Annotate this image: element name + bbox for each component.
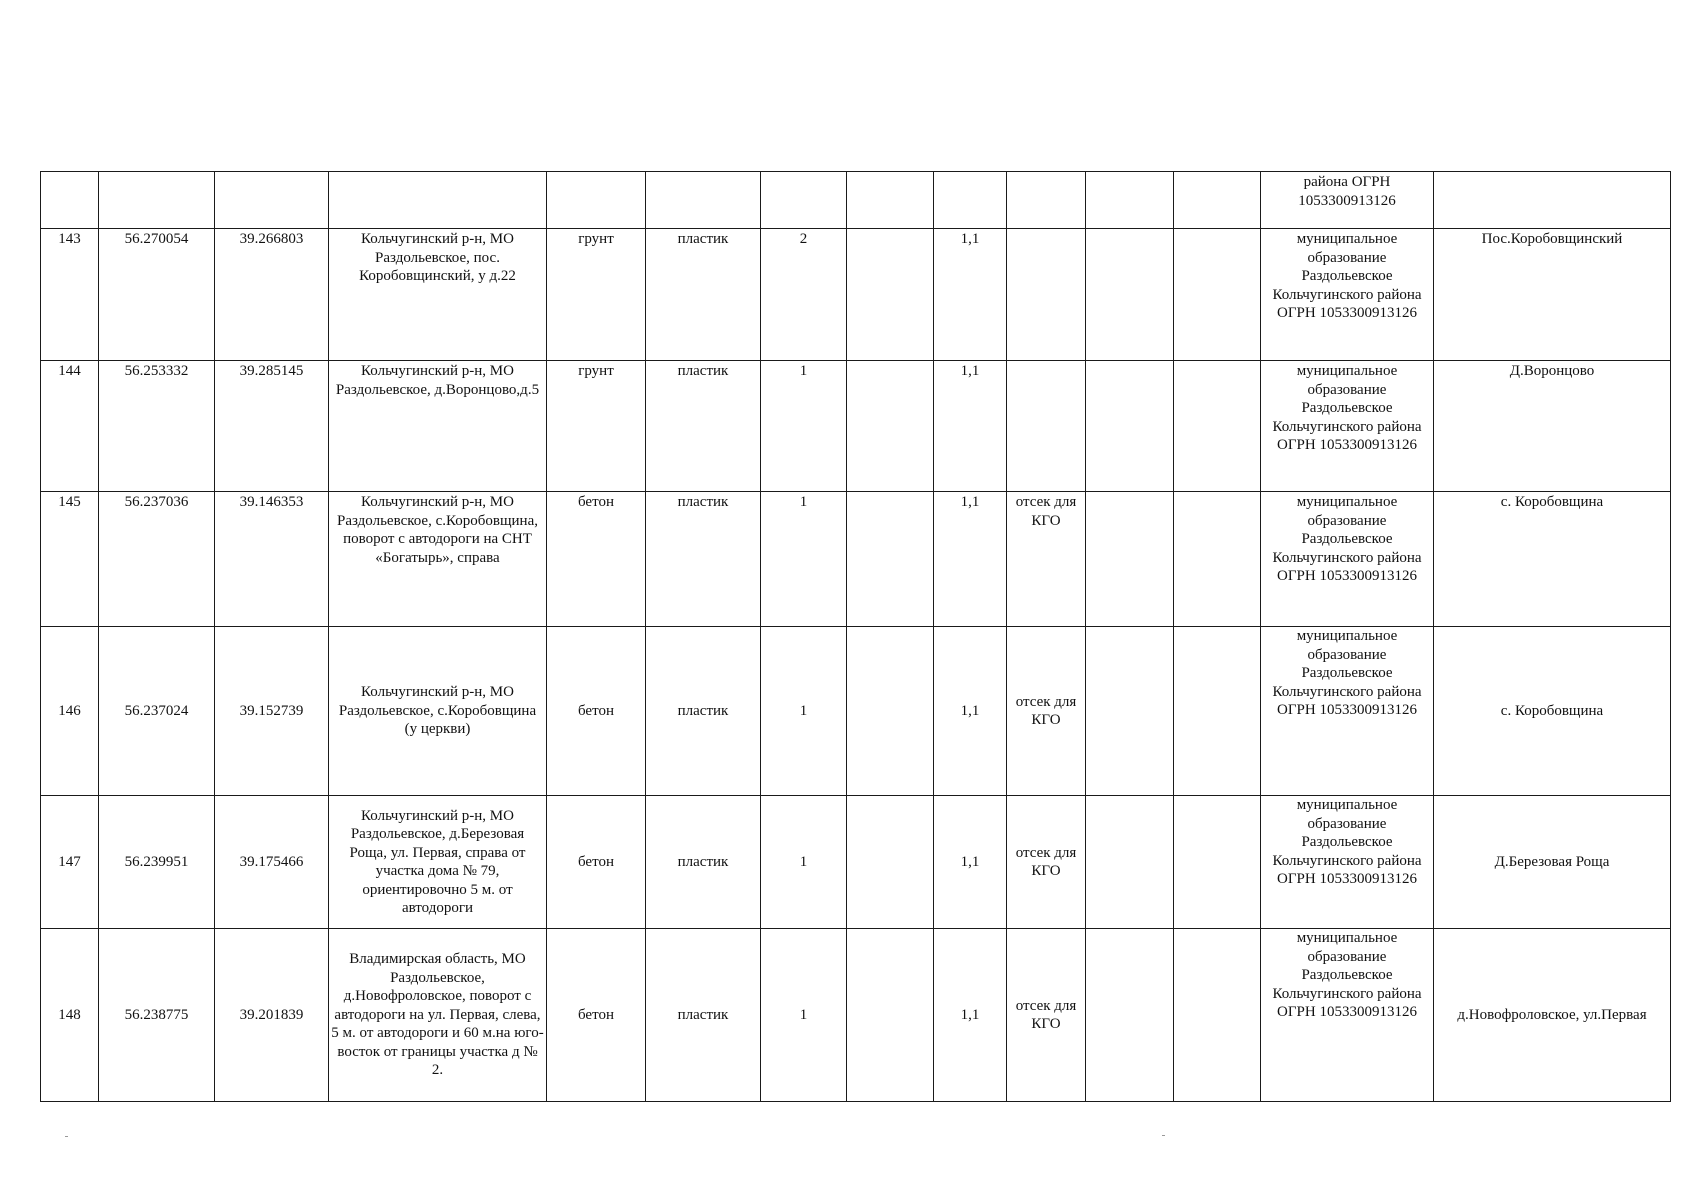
cell-latitude: 56.253332 <box>99 361 215 492</box>
cell-empty <box>1174 796 1261 929</box>
cell-address: Кольчугинский р-н, МО Раздольевское, с.Коробовщина, поворот с автодороги на СНТ «Богатырь», справа <box>329 492 547 627</box>
cell-owner: муниципальное образование Раздольевское Кольчугинского района ОГРН 1053300913126 <box>1261 492 1434 627</box>
table-row <box>41 492 1671 627</box>
cell-number: 145 <box>41 492 99 627</box>
cell-volume: 1,1 <box>934 929 1007 1102</box>
cell-latitude: 56.270054 <box>99 229 215 361</box>
cell-source: д.Новофроловское, ул.Первая <box>1434 929 1671 1102</box>
cell-latitude: 56.237024 <box>99 627 215 796</box>
cell-empty <box>847 796 934 929</box>
cell-owner: муниципальное образование Раздольевское Кольчугинского района ОГРН 1053300913126 <box>1261 229 1434 361</box>
cell-longitude: 39.175466 <box>215 796 329 929</box>
cell-container-material: пластик <box>646 627 761 796</box>
cell-address: Владимирская область, МО Раздольевское, д.Новофроловское, поворот с автодороги на ул. Первая, слева, 5 м. от автодороги и 60 м.на юго-восток от границы участка д № 2. <box>329 929 547 1102</box>
cell-longitude: 39.152739 <box>215 627 329 796</box>
cell-container-count: 1 <box>761 492 847 627</box>
cell-owner: муниципальное образование Раздольевское Кольчугинского района ОГРН 1053300913126 <box>1261 796 1434 929</box>
cell-volume: 1,1 <box>934 492 1007 627</box>
cell-surface: бетон <box>547 796 646 929</box>
table-row-continuation <box>41 172 1671 229</box>
cell-source: Пос.Коробовщинский <box>1434 229 1671 361</box>
waste-sites-table <box>40 171 1671 1102</box>
cell-empty <box>847 172 934 229</box>
cell-kgo <box>1007 229 1086 361</box>
cell-owner: муниципальное образование Раздольевское Кольчугинского района ОГРН 1053300913126 <box>1261 361 1434 492</box>
cell-source: с. Коробовщина <box>1434 627 1671 796</box>
cell-kgo: отсек для КГО <box>1007 929 1086 1102</box>
cell-number: 144 <box>41 361 99 492</box>
cell-empty <box>1174 929 1261 1102</box>
cell-latitude: 56.239951 <box>99 796 215 929</box>
cell-empty <box>1086 492 1174 627</box>
cell-kgo <box>1007 361 1086 492</box>
cell-empty <box>1086 627 1174 796</box>
table-row <box>41 929 1671 1102</box>
cell-address: Кольчугинский р-н, МО Раздольевское, д.Воронцово,д.5 <box>329 361 547 492</box>
cell-empty <box>1007 172 1086 229</box>
cell-volume: 1,1 <box>934 229 1007 361</box>
cell-container-material: пластик <box>646 229 761 361</box>
cell-empty <box>1086 929 1174 1102</box>
cell-volume: 1,1 <box>934 796 1007 929</box>
cell-surface: бетон <box>547 492 646 627</box>
table-row <box>41 796 1671 929</box>
cell-longitude: 39.201839 <box>215 929 329 1102</box>
cell-kgo: отсек для КГО <box>1007 796 1086 929</box>
cell-empty <box>1086 172 1174 229</box>
cell-empty <box>847 229 934 361</box>
cell-kgo: отсек для КГО <box>1007 627 1086 796</box>
table-row <box>41 627 1671 796</box>
cell-source: Д.Березовая Роща <box>1434 796 1671 929</box>
cell-empty <box>1174 361 1261 492</box>
cell-volume: 1,1 <box>934 361 1007 492</box>
cell-container-material: пластик <box>646 492 761 627</box>
cell-empty <box>646 172 761 229</box>
cell-longitude: 39.266803 <box>215 229 329 361</box>
scan-speck <box>65 1136 68 1137</box>
cell-longitude: 39.146353 <box>215 492 329 627</box>
cell-empty <box>1086 361 1174 492</box>
cell-empty <box>761 172 847 229</box>
cell-empty <box>847 627 934 796</box>
cell-volume: 1,1 <box>934 627 1007 796</box>
cell-container-material: пластик <box>646 929 761 1102</box>
cell-address: Кольчугинский р-н, МО Раздольевское, с.Коробовщина (у церкви) <box>329 627 547 796</box>
scan-speck <box>1162 1135 1165 1136</box>
cell-surface: грунт <box>547 361 646 492</box>
cell-owner: муниципальное образование Раздольевское Кольчугинского района ОГРН 1053300913126 <box>1261 627 1434 796</box>
table-row <box>41 361 1671 492</box>
cell-container-count: 1 <box>761 627 847 796</box>
cell-kgo: отсек для КГО <box>1007 492 1086 627</box>
cell-container-material: пластик <box>646 361 761 492</box>
cell-number: 146 <box>41 627 99 796</box>
cell-container-material: пластик <box>646 796 761 929</box>
cell-empty <box>547 172 646 229</box>
cell-empty <box>847 361 934 492</box>
cell-address: Кольчугинский р-н, МО Раздольевское, пос. Коробовщинский, у д.22 <box>329 229 547 361</box>
cell-empty <box>329 172 547 229</box>
table-row <box>41 229 1671 361</box>
cell-empty <box>1174 172 1261 229</box>
cell-empty <box>1174 627 1261 796</box>
cell-empty <box>99 172 215 229</box>
cell-owner: муниципальное образование Раздольевское Кольчугинского района ОГРН 1053300913126 <box>1261 929 1434 1102</box>
cell-container-count: 1 <box>761 361 847 492</box>
cell-surface: бетон <box>547 929 646 1102</box>
cell-empty <box>934 172 1007 229</box>
cell-empty <box>1086 229 1174 361</box>
cell-empty <box>1086 796 1174 929</box>
cell-empty <box>847 929 934 1102</box>
cell-empty <box>847 492 934 627</box>
cell-empty <box>215 172 329 229</box>
cell-surface: бетон <box>547 627 646 796</box>
cell-source: Д.Воронцово <box>1434 361 1671 492</box>
cell-number: 148 <box>41 929 99 1102</box>
cell-container-count: 2 <box>761 229 847 361</box>
cell-number: 147 <box>41 796 99 929</box>
cell-empty <box>1174 229 1261 361</box>
cell-source: с. Коробовщина <box>1434 492 1671 627</box>
cell-latitude: 56.238775 <box>99 929 215 1102</box>
cell-latitude: 56.237036 <box>99 492 215 627</box>
cell-longitude: 39.285145 <box>215 361 329 492</box>
cell-empty <box>1434 172 1671 229</box>
cell-container-count: 1 <box>761 929 847 1102</box>
cell-owner: района ОГРН 1053300913126 <box>1261 172 1434 229</box>
cell-empty <box>41 172 99 229</box>
cell-address: Кольчугинский р-н, МО Раздольевское, д.Березовая Роща, ул. Первая, справа от участка дома № 79, ориентировочно 5 м. от автодороги <box>329 796 547 929</box>
cell-container-count: 1 <box>761 796 847 929</box>
cell-number: 143 <box>41 229 99 361</box>
cell-surface: грунт <box>547 229 646 361</box>
cell-empty <box>1174 492 1261 627</box>
